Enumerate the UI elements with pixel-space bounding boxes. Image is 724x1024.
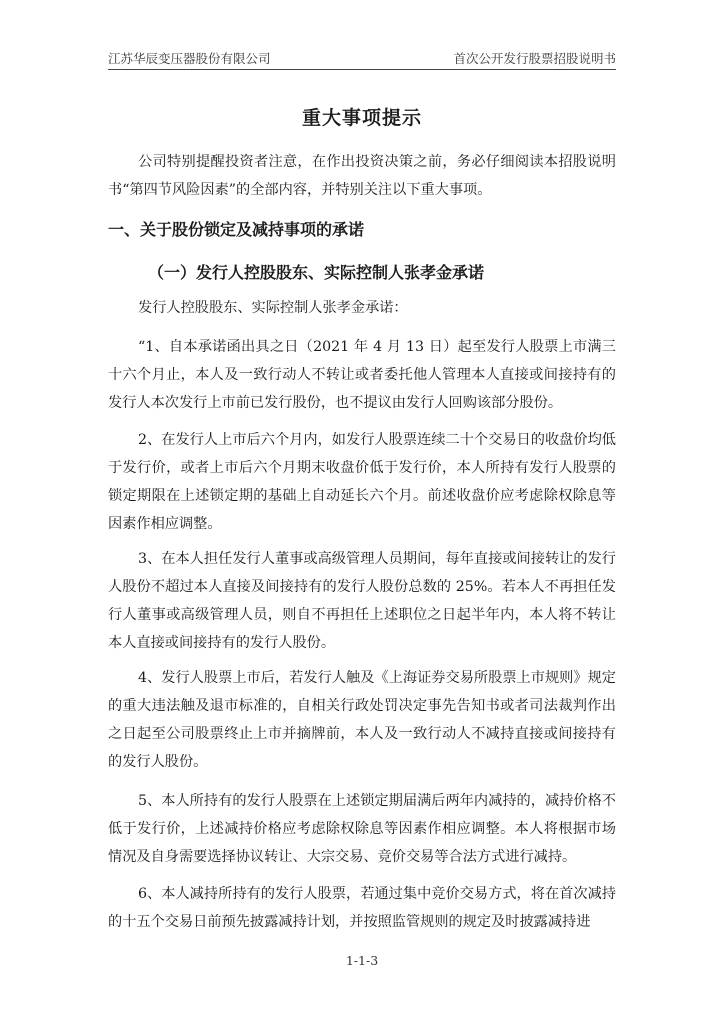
- commitment-item-2: 2、在发行人上市后六个月内，如发行人股票连续二十个交易日的收盘价均低于发行价，或者上市后六个月期末收盘价低于发行价，本人所持有发行人股票的锁定期限在上述锁定期的基础上自动延长六个月。前述收盘价应考虑除权除息等因素作相应调整。: [108, 432, 616, 532]
- intro-paragraph: 公司特别提醒投资者注意，在作出投资决策之前，务必仔细阅读本招股说明书“第四节风险因素”的全部内容，并特别关注以下重大事项。: [108, 154, 616, 198]
- commitment-item-6: 6、本人减持所持有的发行人股票，若通过集中竞价交易方式，将在首次减持的十五个交易日前预先披露减持计划，并按照监管规则的规定及时披露减持进: [108, 886, 616, 930]
- page-title: 重大事项提示: [301, 107, 422, 129]
- header-divider: [108, 69, 616, 70]
- commitment-item-5: 5、本人所持有的发行人股票在上述锁定期届满后两年内减持的，减持价格不低于发行价，上述减持价格应考虑除权除息等因素作相应调整。本人将根据市场情况及自身需要选择协议转让、大宗交易、竞价交易等合法方式进行减持。: [108, 793, 616, 865]
- commitment-item-1: “1、自本承诺函出具之日（2021 年 4 月 13 日）起至发行人股票上市满三十六个月止，本人及一致行动人不转让或者委托他人管理本人直接或间接持有的发行人本次发行上市前已发行股份，也不提议由发行人回购该部分股份。: [108, 339, 616, 411]
- commitment-item-4: 4、发行人股票上市后，若发行人触及《上海证券交易所股票上市规则》规定的重大违法触及退市标准的，自相关行政处罚决定事先告知书或者司法裁判作出之日起至公司股票终止上市并摘牌前，本人及一致行动人不减持直接或间接持有的发行人股份。: [108, 670, 616, 770]
- page-number: 1-1-3: [345, 953, 379, 968]
- commitment-lead: 发行人控股股东、实际控制人张孝金承诺：: [138, 300, 408, 316]
- header-company: 江苏华辰变压器股份有限公司: [108, 51, 271, 66]
- header-document-title: 首次公开发行股票招股说明书: [453, 51, 616, 66]
- subsection-heading: （一）发行人控股股东、实际控制人张孝金承诺: [148, 263, 485, 282]
- commitment-item-3: 3、在本人担任发行人董事或高级管理人员期间，每年直接或间接转让的发行人股份不超过本人直接及间接持有的发行人股份总数的 25%。若本人不再担任发行人董事或高级管理人员，则自不再担任上述职位之日起半年内，本人将不转让本人直接或间接持有的发行人股份。: [108, 551, 616, 651]
- section-heading: 一、关于股份锁定及减持事项的承诺: [108, 220, 365, 239]
- page-header: [108, 49, 616, 67]
